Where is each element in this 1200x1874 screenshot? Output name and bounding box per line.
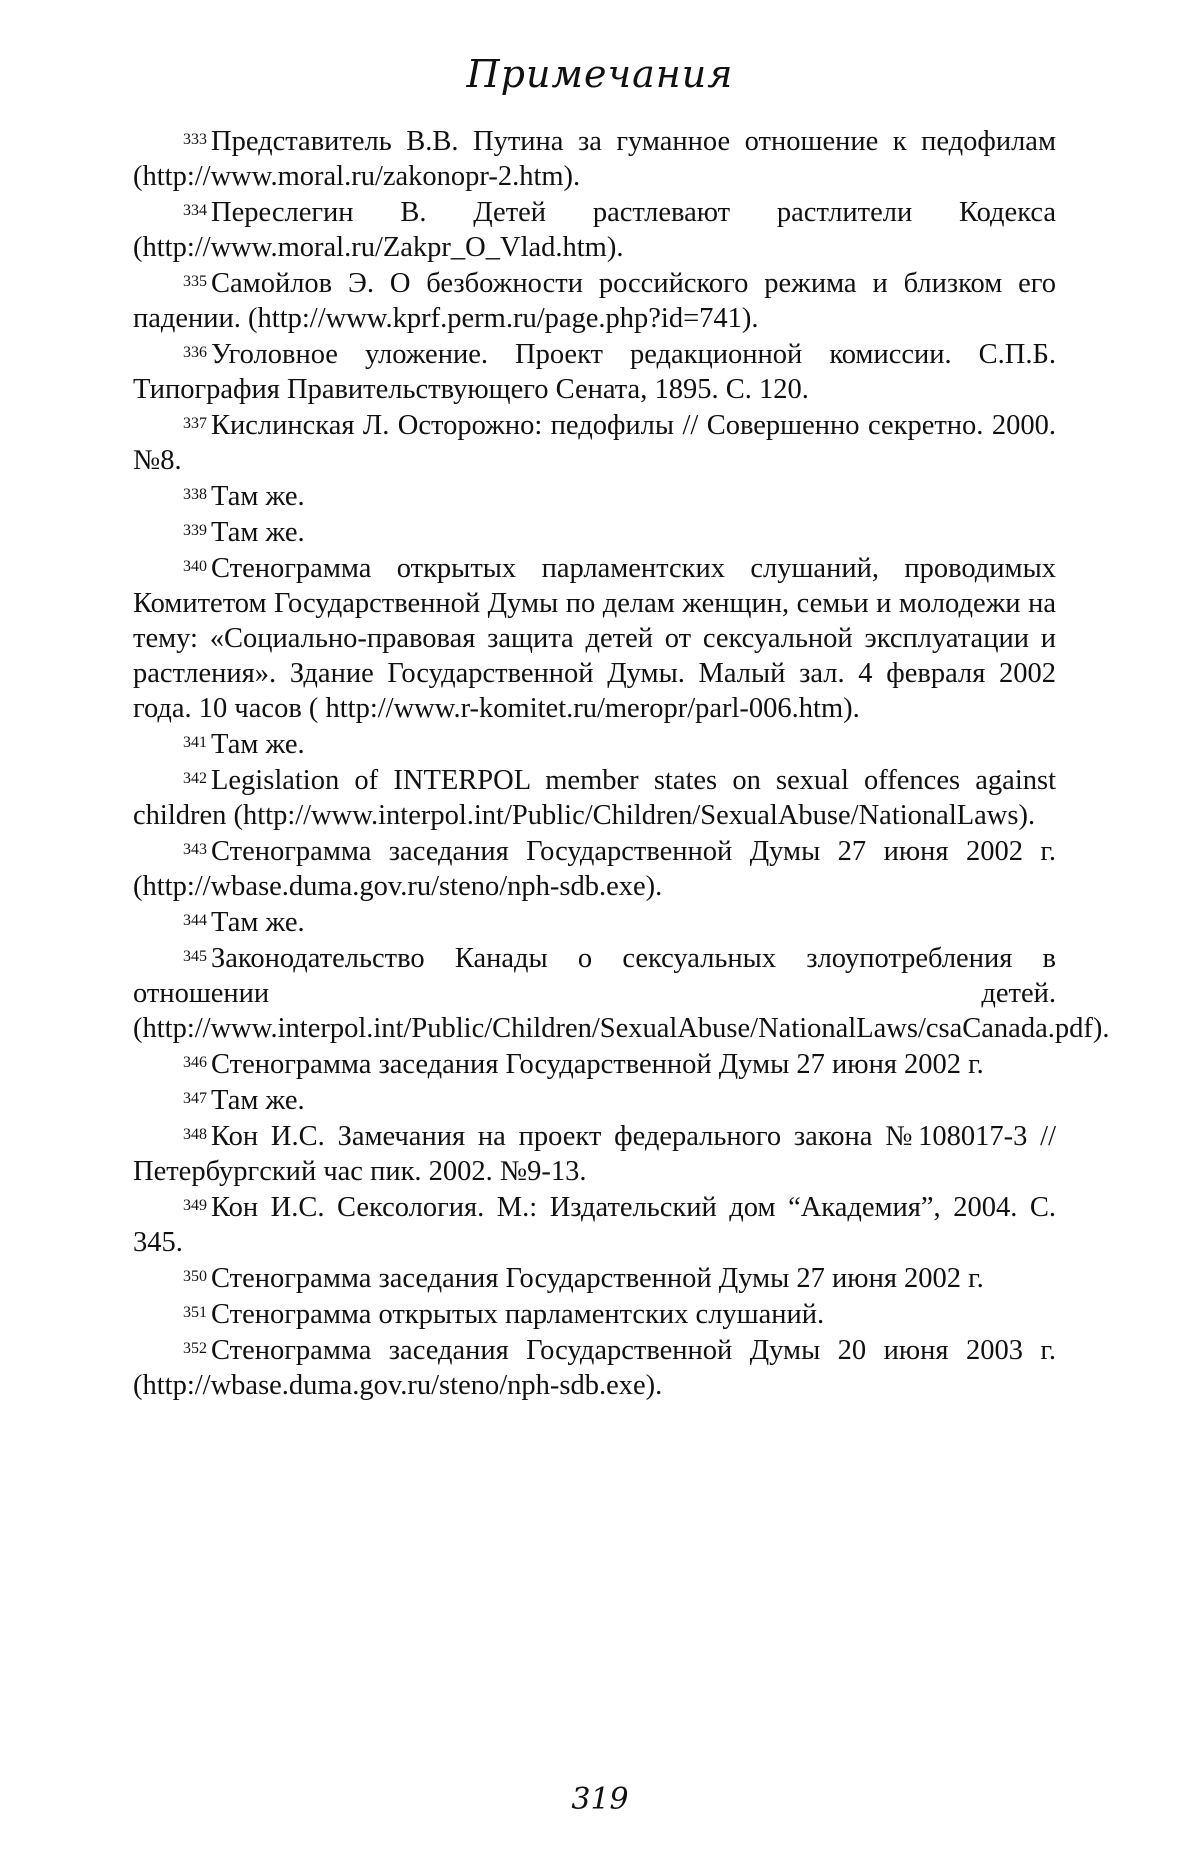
endnote-text: Кон И.С. Сексология. М.: Издательский дом “Академия”, 2004. С. 345. — [133, 1192, 1056, 1258]
endnote-337 — [133, 408, 1056, 478]
endnote-344 — [133, 905, 1056, 940]
endnote-336 — [133, 337, 1056, 407]
endnote-number: 333 — [183, 131, 207, 148]
endnote-text: Там же. — [211, 481, 305, 512]
endnote-339 — [133, 515, 1056, 550]
endnote-number: 336 — [183, 344, 207, 361]
endnote-text: Стенограмма открытых парламентских слушаний. — [211, 1299, 825, 1330]
endnote-341 — [133, 727, 1056, 762]
endnote-348 — [133, 1119, 1056, 1189]
endnote-number: 349 — [183, 1197, 207, 1214]
endnote-number: 352 — [183, 1340, 207, 1357]
endnote-352 — [133, 1333, 1056, 1403]
endnote-343 — [133, 834, 1056, 904]
endnote-text: Кислинская Л. Осторожно: педофилы // Совершенно секретно. 2000. №8. — [133, 410, 1056, 476]
endnote-number: 343 — [183, 841, 207, 858]
endnote-number: 344 — [183, 912, 207, 929]
endnote-333 — [133, 124, 1056, 194]
endnote-number: 337 — [183, 415, 207, 432]
endnote-text: Стенограмма заседания Государственной Думы 20 июня 2003 г. (http://wbase.duma.gov.ru/steno/nph-sdb.exe). — [133, 1335, 1056, 1401]
endnote-350 — [133, 1261, 1056, 1296]
endnote-number: 341 — [183, 734, 207, 751]
endnote-number: 347 — [183, 1090, 207, 1107]
endnote-text: Переслегин В. Детей растлевают растлители Кодекса (http://www.moral.ru/Zakpr_O_Vlad.htm). — [133, 197, 1056, 263]
endnote-text: Законодательство Канады о сексуальных злоупотребления в отношении детей. (http://www.interpol.int/Public/Children/SexualAbuse/NationalLaws/csaCanada.pdf). — [133, 943, 1110, 1044]
endnote-number: 339 — [183, 522, 207, 539]
endnote-text: Там же. — [211, 907, 305, 938]
endnote-text: Стенограмма открытых парламентских слушаний, проводимых Комитетом Государственной Думы по делам женщин, семьи и молодежи на тему: «Социально-правовая защита детей от сексуальной эксплуатации и растления». Здание Государственной Думы. Малый зал. 4 февраля 2002 года. 10 часов ( http://www.r-komitet.ru/meropr/parl-006.htm). — [133, 553, 1056, 724]
endnote-text: Кон И.С. Замечания на проект федерального закона №108017-3 // Петербургский час пик. 2002. №9-13. — [133, 1121, 1056, 1187]
page-title: Примечания — [466, 52, 734, 96]
endnote-347 — [133, 1083, 1056, 1118]
endnote-342 — [133, 763, 1056, 833]
endnote-text: Уголовное уложение. Проект редакционной комиссии. С.П.Б. Типография Правительствующего Сената, 1895. С. 120. — [133, 339, 1056, 405]
endnote-335 — [133, 266, 1056, 336]
endnote-text: Там же. — [211, 1085, 305, 1116]
endnote-349 — [133, 1190, 1056, 1260]
endnote-number: 342 — [183, 770, 207, 787]
endnote-351 — [133, 1297, 1056, 1332]
endnote-number: 335 — [183, 273, 207, 290]
endnote-text: Стенограмма заседания Государственной Думы 27 июня 2002 г. (http://wbase.duma.gov.ru/steno/nph-sdb.exe). — [133, 836, 1056, 902]
endnote-text: Самойлов Э. О безбожности российского режима и близком его падении. (http://www.kprf.perm.ru/page.php?id=741). — [133, 268, 1056, 334]
endnote-340 — [133, 551, 1056, 726]
endnote-text: Там же. — [211, 517, 305, 548]
endnote-334 — [133, 195, 1056, 265]
endnote-number: 345 — [183, 948, 207, 965]
page-number: 319 — [571, 1782, 629, 1817]
endnote-number: 348 — [183, 1126, 207, 1143]
endnote-text: Представитель В.В. Путина за гуманное отношение к педофилам (http://www.moral.ru/zakonopr-2.htm). — [133, 126, 1056, 192]
endnote-345 — [133, 941, 1110, 1046]
endnote-number: 338 — [183, 486, 207, 503]
endnotes-list — [133, 124, 1110, 1404]
endnote-text: Legislation of INTERPOL member states on sexual offences against children (http://www.interpol.int/Public/Children/SexualAbuse/NationalLaws). — [133, 765, 1056, 831]
endnote-text: Стенограмма заседания Государственной Думы 27 июня 2002 г. — [211, 1263, 984, 1294]
endnote-number: 346 — [183, 1054, 207, 1071]
endnote-number: 351 — [183, 1304, 207, 1321]
endnote-number: 340 — [183, 558, 207, 575]
endnote-number: 350 — [183, 1268, 207, 1285]
endnote-number: 334 — [183, 202, 207, 219]
endnote-text: Там же. — [211, 729, 305, 760]
endnote-338 — [133, 479, 1056, 514]
endnote-text: Стенограмма заседания Государственной Думы 27 июня 2002 г. — [211, 1049, 984, 1080]
endnote-346 — [133, 1047, 1056, 1082]
